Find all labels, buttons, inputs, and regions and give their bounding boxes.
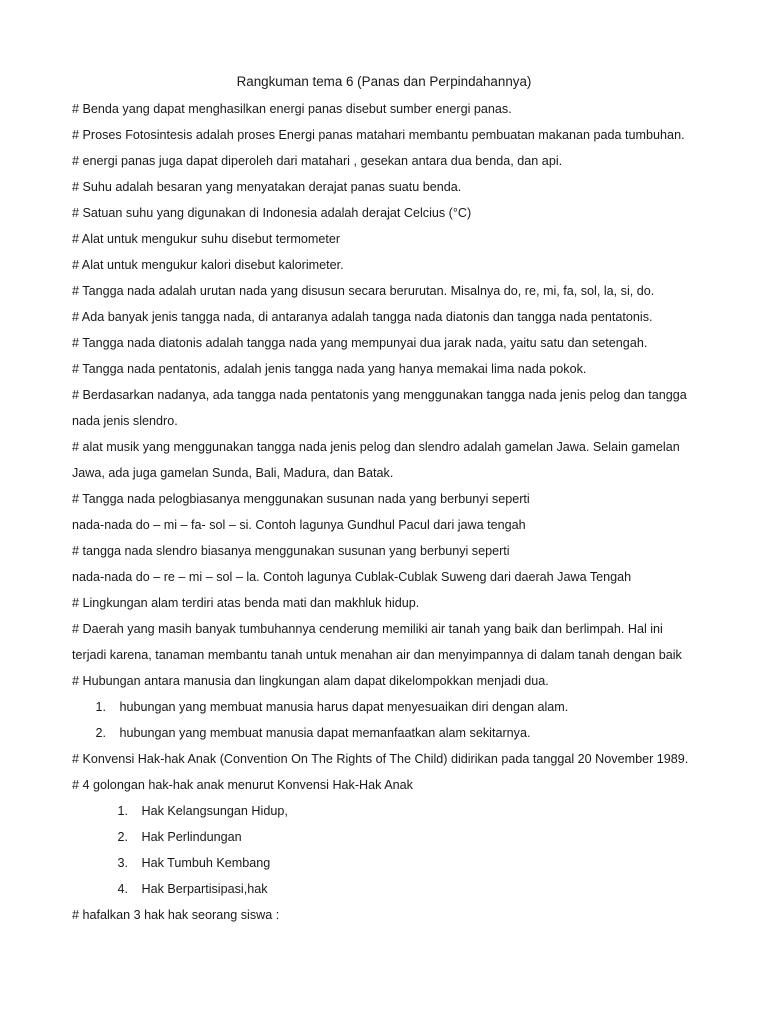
- paragraph-line: # Daerah yang masih banyak tumbuhannya cenderung memiliki air tanah yang baik dan berlimpah. Hal ini: [72, 622, 663, 636]
- paragraph-line: # Proses Fotosintesis adalah proses Energi panas matahari membantu pembuatan makanan pada tumbuhan.: [72, 128, 685, 142]
- paragraph-line: # Alat untuk mengukur suhu disebut termometer: [72, 232, 341, 246]
- list-item: [90, 724, 710, 742]
- paragraph-line: # Alat untuk mengukur kalori disebut kalorimeter.: [72, 258, 344, 272]
- list-text: Hak Perlindungan: [141, 830, 242, 844]
- paragraph-line: nada-nada do – re – mi – sol – la. Contoh lagunya Cublak-Cublak Suweng dari daerah Jawa Tengah: [72, 570, 632, 584]
- paragraph-line: terjadi karena, tanaman membantu tanah untuk menahan air dan menyimpannya di dalam tanah dengan baik: [72, 648, 682, 662]
- paragraph-line: # alat musik yang menggunakan tangga nada jenis pelog dan slendro adalah gamelan Jawa. Selain gamelan: [72, 440, 680, 454]
- paragraph-line: # Tangga nada diatonis adalah tangga nada yang mempunyai dua jarak nada, yaitu satu dan setengah.: [72, 336, 648, 350]
- list-number: 2.: [117, 830, 128, 844]
- paragraph-line: # Hubungan antara manusia dan lingkungan alam dapat dikelompokkan menjadi dua.: [72, 674, 549, 688]
- list-number: 1.: [117, 804, 128, 818]
- list-text: hubungan yang membuat manusia dapat memanfaatkan alam sekitarnya.: [119, 726, 531, 740]
- paragraph-line: # Konvensi Hak-hak Anak (Convention On The Rights of The Child) didirikan pada tanggal 20 November 1989.: [72, 752, 689, 766]
- list-number: 2.: [95, 726, 106, 740]
- paragraph-line: nada jenis slendro.: [72, 414, 178, 428]
- list-number: 1.: [95, 700, 106, 714]
- list-item: [114, 880, 674, 898]
- paragraph-line: # energi panas juga dapat diperoleh dari matahari , gesekan antara dua benda, dan api.: [72, 154, 563, 168]
- paragraph-line: # Ada banyak jenis tangga nada, di antaranya adalah tangga nada diatonis dan tangga nada pentatonis.: [72, 310, 653, 324]
- paragraph-line: # Lingkungan alam terdiri atas benda mati dan makhluk hidup.: [72, 596, 420, 610]
- paragraph-line: # hafalkan 3 hak hak seorang siswa :: [72, 908, 280, 922]
- list-number: 4.: [117, 882, 128, 896]
- paragraph-line: # Tangga nada pentatonis, adalah jenis tangga nada yang hanya memakai lima nada pokok.: [72, 362, 587, 376]
- list-number: 3.: [117, 856, 128, 870]
- list-text: hubungan yang membuat manusia harus dapat menyesuaikan diri dengan alam.: [119, 700, 569, 714]
- list-item: [114, 854, 674, 872]
- paragraph-line: # Tangga nada pelogbiasanya menggunakan susunan nada yang berbunyi seperti: [72, 492, 530, 506]
- list-text: Hak Berpartisipasi,hak: [141, 882, 268, 896]
- paragraph-line: nada-nada do – mi – fa- sol – si. Contoh lagunya Gundhul Pacul dari jawa tengah: [72, 518, 526, 532]
- list-text: Hak Tumbuh Kembang: [141, 856, 271, 870]
- paragraph-line: # Benda yang dapat menghasilkan energi panas disebut sumber energi panas.: [72, 102, 512, 116]
- paragraph-line: # Berdasarkan nadanya, ada tangga nada pentatonis yang menggunakan tangga nada jenis pelog dan tangga: [72, 388, 687, 402]
- list-item: [90, 698, 710, 716]
- list-text: Hak Kelangsungan Hidup,: [141, 804, 288, 818]
- paragraph-line: Jawa, ada juga gamelan Sunda, Bali, Madura, dan Batak.: [72, 466, 394, 480]
- paragraph-line: # tangga nada slendro biasanya menggunakan susunan yang berbunyi seperti: [72, 544, 510, 558]
- paragraph-line: # Suhu adalah besaran yang menyatakan derajat panas suatu benda.: [72, 180, 462, 194]
- list-item: [114, 828, 674, 846]
- paragraph-line: # Tangga nada adalah urutan nada yang disusun secara berurutan. Misalnya do, re, mi, fa, sol, la, si, do.: [72, 284, 655, 298]
- paragraph-line: # Satuan suhu yang digunakan di Indonesia adalah derajat Celcius (°C): [72, 206, 472, 220]
- page-title: Rangkuman tema 6 (Panas dan Perpindahannya): [236, 74, 532, 89]
- paragraph-line: # 4 golongan hak-hak anak menurut Konvensi Hak-Hak Anak: [72, 778, 413, 792]
- list-item: [114, 802, 674, 820]
